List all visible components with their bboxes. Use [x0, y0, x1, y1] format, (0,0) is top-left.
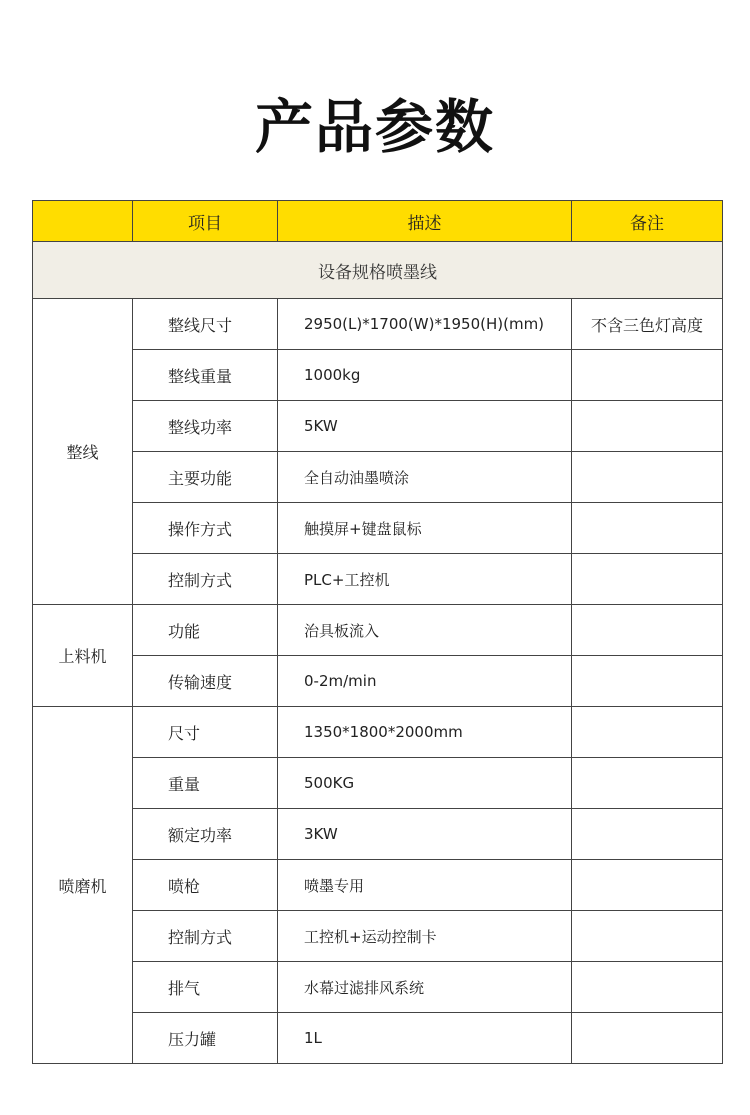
description-cell: 水幕过滤排风系统: [278, 962, 572, 1013]
note-cell: [572, 554, 723, 605]
note-cell: [572, 809, 723, 860]
table-row: [33, 962, 723, 1013]
description-cell: 2950(L)*1700(W)*1950(H)(mm): [278, 299, 572, 350]
item-cell: 喷枪: [133, 860, 278, 911]
section-row: [33, 242, 723, 299]
item-cell: 操作方式: [133, 503, 278, 554]
table-row: [33, 503, 723, 554]
table-row: [33, 911, 723, 962]
description-cell: 500KG: [278, 758, 572, 809]
note-cell: [572, 962, 723, 1013]
table-header-row: [33, 201, 723, 242]
description-cell: 1L: [278, 1013, 572, 1064]
note-cell: [572, 350, 723, 401]
description-cell: 0-2m/min: [278, 656, 572, 707]
note-cell: [572, 860, 723, 911]
table-row: [33, 1013, 723, 1064]
table-row: [33, 656, 723, 707]
note-cell: [572, 656, 723, 707]
header-group: [33, 201, 133, 242]
item-cell: 主要功能: [133, 452, 278, 503]
item-cell: 尺寸: [133, 707, 278, 758]
note-cell: [572, 758, 723, 809]
description-cell: 喷墨专用: [278, 860, 572, 911]
note-cell: [572, 452, 723, 503]
item-cell: 排气: [133, 962, 278, 1013]
table-row: [33, 707, 723, 758]
page-title: 产品参数: [254, 93, 495, 161]
table-row: [33, 452, 723, 503]
table-row: [33, 758, 723, 809]
header-note: 备注: [572, 201, 723, 242]
item-cell: 整线功率: [133, 401, 278, 452]
description-cell: 3KW: [278, 809, 572, 860]
description-cell: 5KW: [278, 401, 572, 452]
note-cell: [572, 605, 723, 656]
group-name: 整线: [33, 299, 133, 605]
header-description: 描述: [278, 201, 572, 242]
description-cell: 1350*1800*2000mm: [278, 707, 572, 758]
description-cell: PLC+工控机: [278, 554, 572, 605]
section-title: 设备规格喷墨线: [33, 242, 723, 299]
item-cell: 控制方式: [133, 911, 278, 962]
group-name: 上料机: [33, 605, 133, 707]
note-cell: 不含三色灯高度: [572, 299, 723, 350]
spec-table: [32, 200, 723, 1064]
item-cell: 控制方式: [133, 554, 278, 605]
description-cell: 工控机+运动控制卡: [278, 911, 572, 962]
table-row: [33, 350, 723, 401]
note-cell: [572, 503, 723, 554]
description-cell: 触摸屏+键盘鼠标: [278, 503, 572, 554]
note-cell: [572, 707, 723, 758]
item-cell: 功能: [133, 605, 278, 656]
item-cell: 传输速度: [133, 656, 278, 707]
group-name: 喷磨机: [33, 707, 133, 1064]
note-cell: [572, 911, 723, 962]
header-item: 项目: [133, 201, 278, 242]
note-cell: [572, 401, 723, 452]
table-row: [33, 809, 723, 860]
description-cell: 1000kg: [278, 350, 572, 401]
item-cell: 压力罐: [133, 1013, 278, 1064]
table-row: [33, 860, 723, 911]
table-row: [33, 554, 723, 605]
description-cell: 治具板流入: [278, 605, 572, 656]
table-row: [33, 401, 723, 452]
item-cell: 整线重量: [133, 350, 278, 401]
table-row: [33, 299, 723, 350]
note-cell: [572, 1013, 723, 1064]
item-cell: 额定功率: [133, 809, 278, 860]
description-cell: 全自动油墨喷涂: [278, 452, 572, 503]
item-cell: 重量: [133, 758, 278, 809]
table-row: [33, 605, 723, 656]
item-cell: 整线尺寸: [133, 299, 278, 350]
